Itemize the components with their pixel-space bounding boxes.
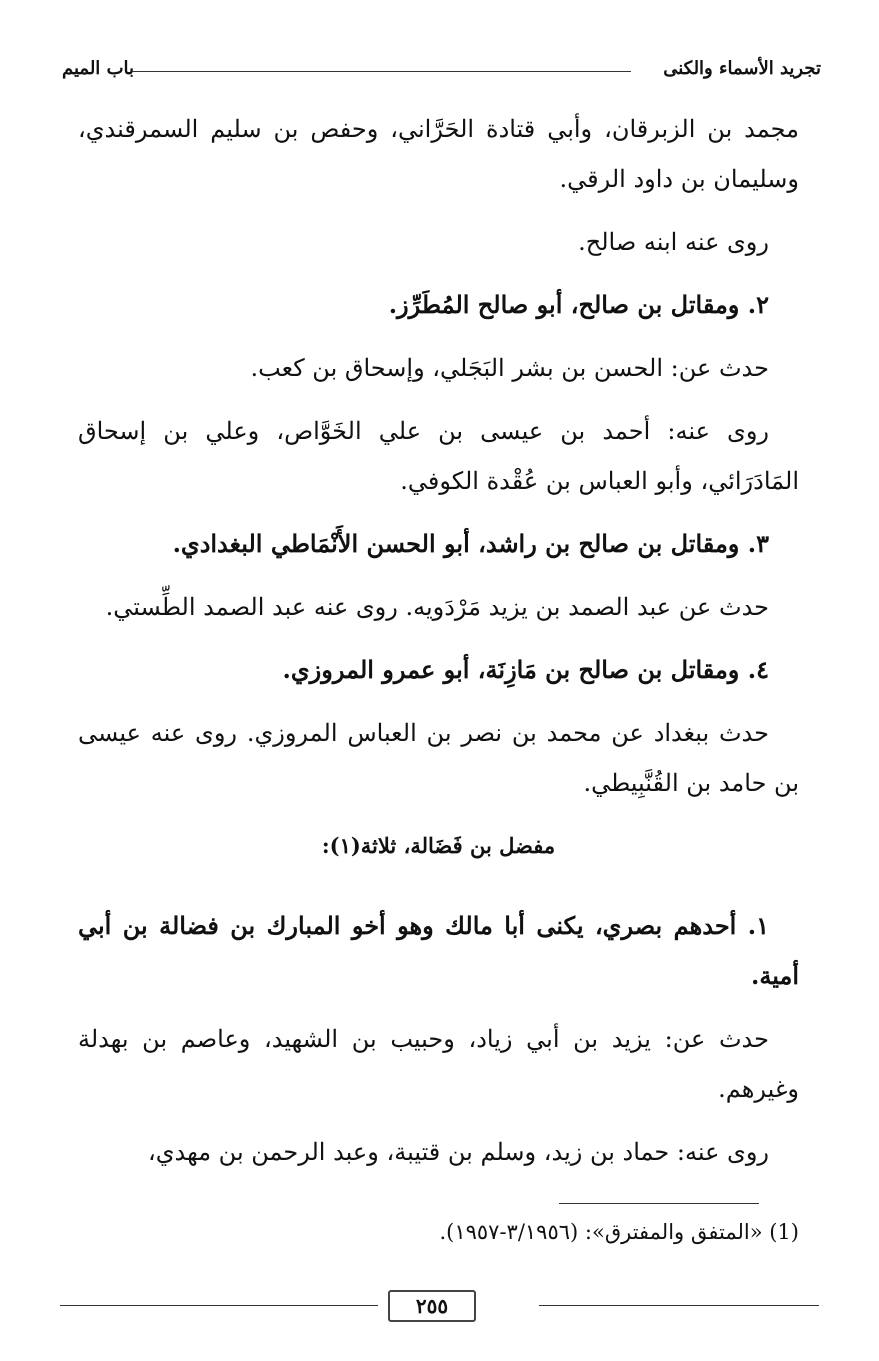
body-text: [78, 104, 799, 1190]
page-footer: [60, 1290, 819, 1320]
paragraph: روى عنه: حماد بن زيد، وسلم بن قتيبة، وعبد الرحمن بن مهدي،: [148, 1138, 769, 1166]
entry-heading: ٣. ومقاتل بن صالح بن راشد، أبو الحسن الأَنْمَاطي البغدادي.: [172, 529, 769, 558]
section-heading: مفضل بن فَضَالة، ثلاثة(١):: [321, 833, 556, 858]
entry-heading: ١. أحدهم بصري، يكنى أبا مالك وهو أخو المبارك بن فضالة بن أبي أمية.: [78, 911, 799, 990]
paragraph: حدث عن: يزيد بن أبي زياد، وحبيب بن الشهيد، وعاصم بن بهدلة وغيرهم.: [78, 1025, 799, 1103]
chapter-title: باب الميم: [62, 58, 135, 79]
header-rule: [132, 71, 631, 72]
page-number: ٢٥٥: [388, 1290, 476, 1322]
running-header: [62, 58, 821, 80]
paragraph: حدث ببغداد عن محمد بن نصر بن العباس المروزي. روى عنه عيسى بن حامد بن القُنَّبِيطي.: [78, 719, 799, 797]
entry-heading: ٤. ومقاتل بن صالح بن مَازِنَة، أبو عمرو المروزي.: [282, 655, 769, 684]
footer-rule-left: [60, 1305, 378, 1306]
paragraph: حدث عن: الحسن بن بشر البَجَلي، وإسحاق بن كعب.: [250, 354, 769, 382]
book-title: تجريد الأسماء والكنى: [663, 58, 821, 79]
entry-heading: ٢. ومقاتل بن صالح، أبو صالح المُطَرِّز.: [388, 290, 769, 319]
footnote: (1) «المتفق والمفترق»: (٣/١٩٥٦-١٩٥٧).: [439, 1220, 799, 1244]
paragraph: حدث عن عبد الصمد بن يزيد مَرْدَويه. روى عنه عبد الصمد الطِّستي.: [105, 593, 769, 621]
paragraph: روى عنه: أحمد بن عيسى بن علي الخَوَّاص، وعلي بن إسحاق المَادَرَائي، وأبو العباس بن عُقْدة الكوفي.: [78, 417, 799, 495]
footnote-rule: [559, 1203, 759, 1204]
paragraph: روى عنه ابنه صالح.: [578, 228, 769, 256]
paragraph: مجمد بن الزبرقان، وأبي قتادة الحَرَّاني، وحفص بن سليم السمرقندي، وسليمان بن داود الرقي.: [78, 115, 799, 193]
footer-rule-right: [539, 1305, 819, 1306]
